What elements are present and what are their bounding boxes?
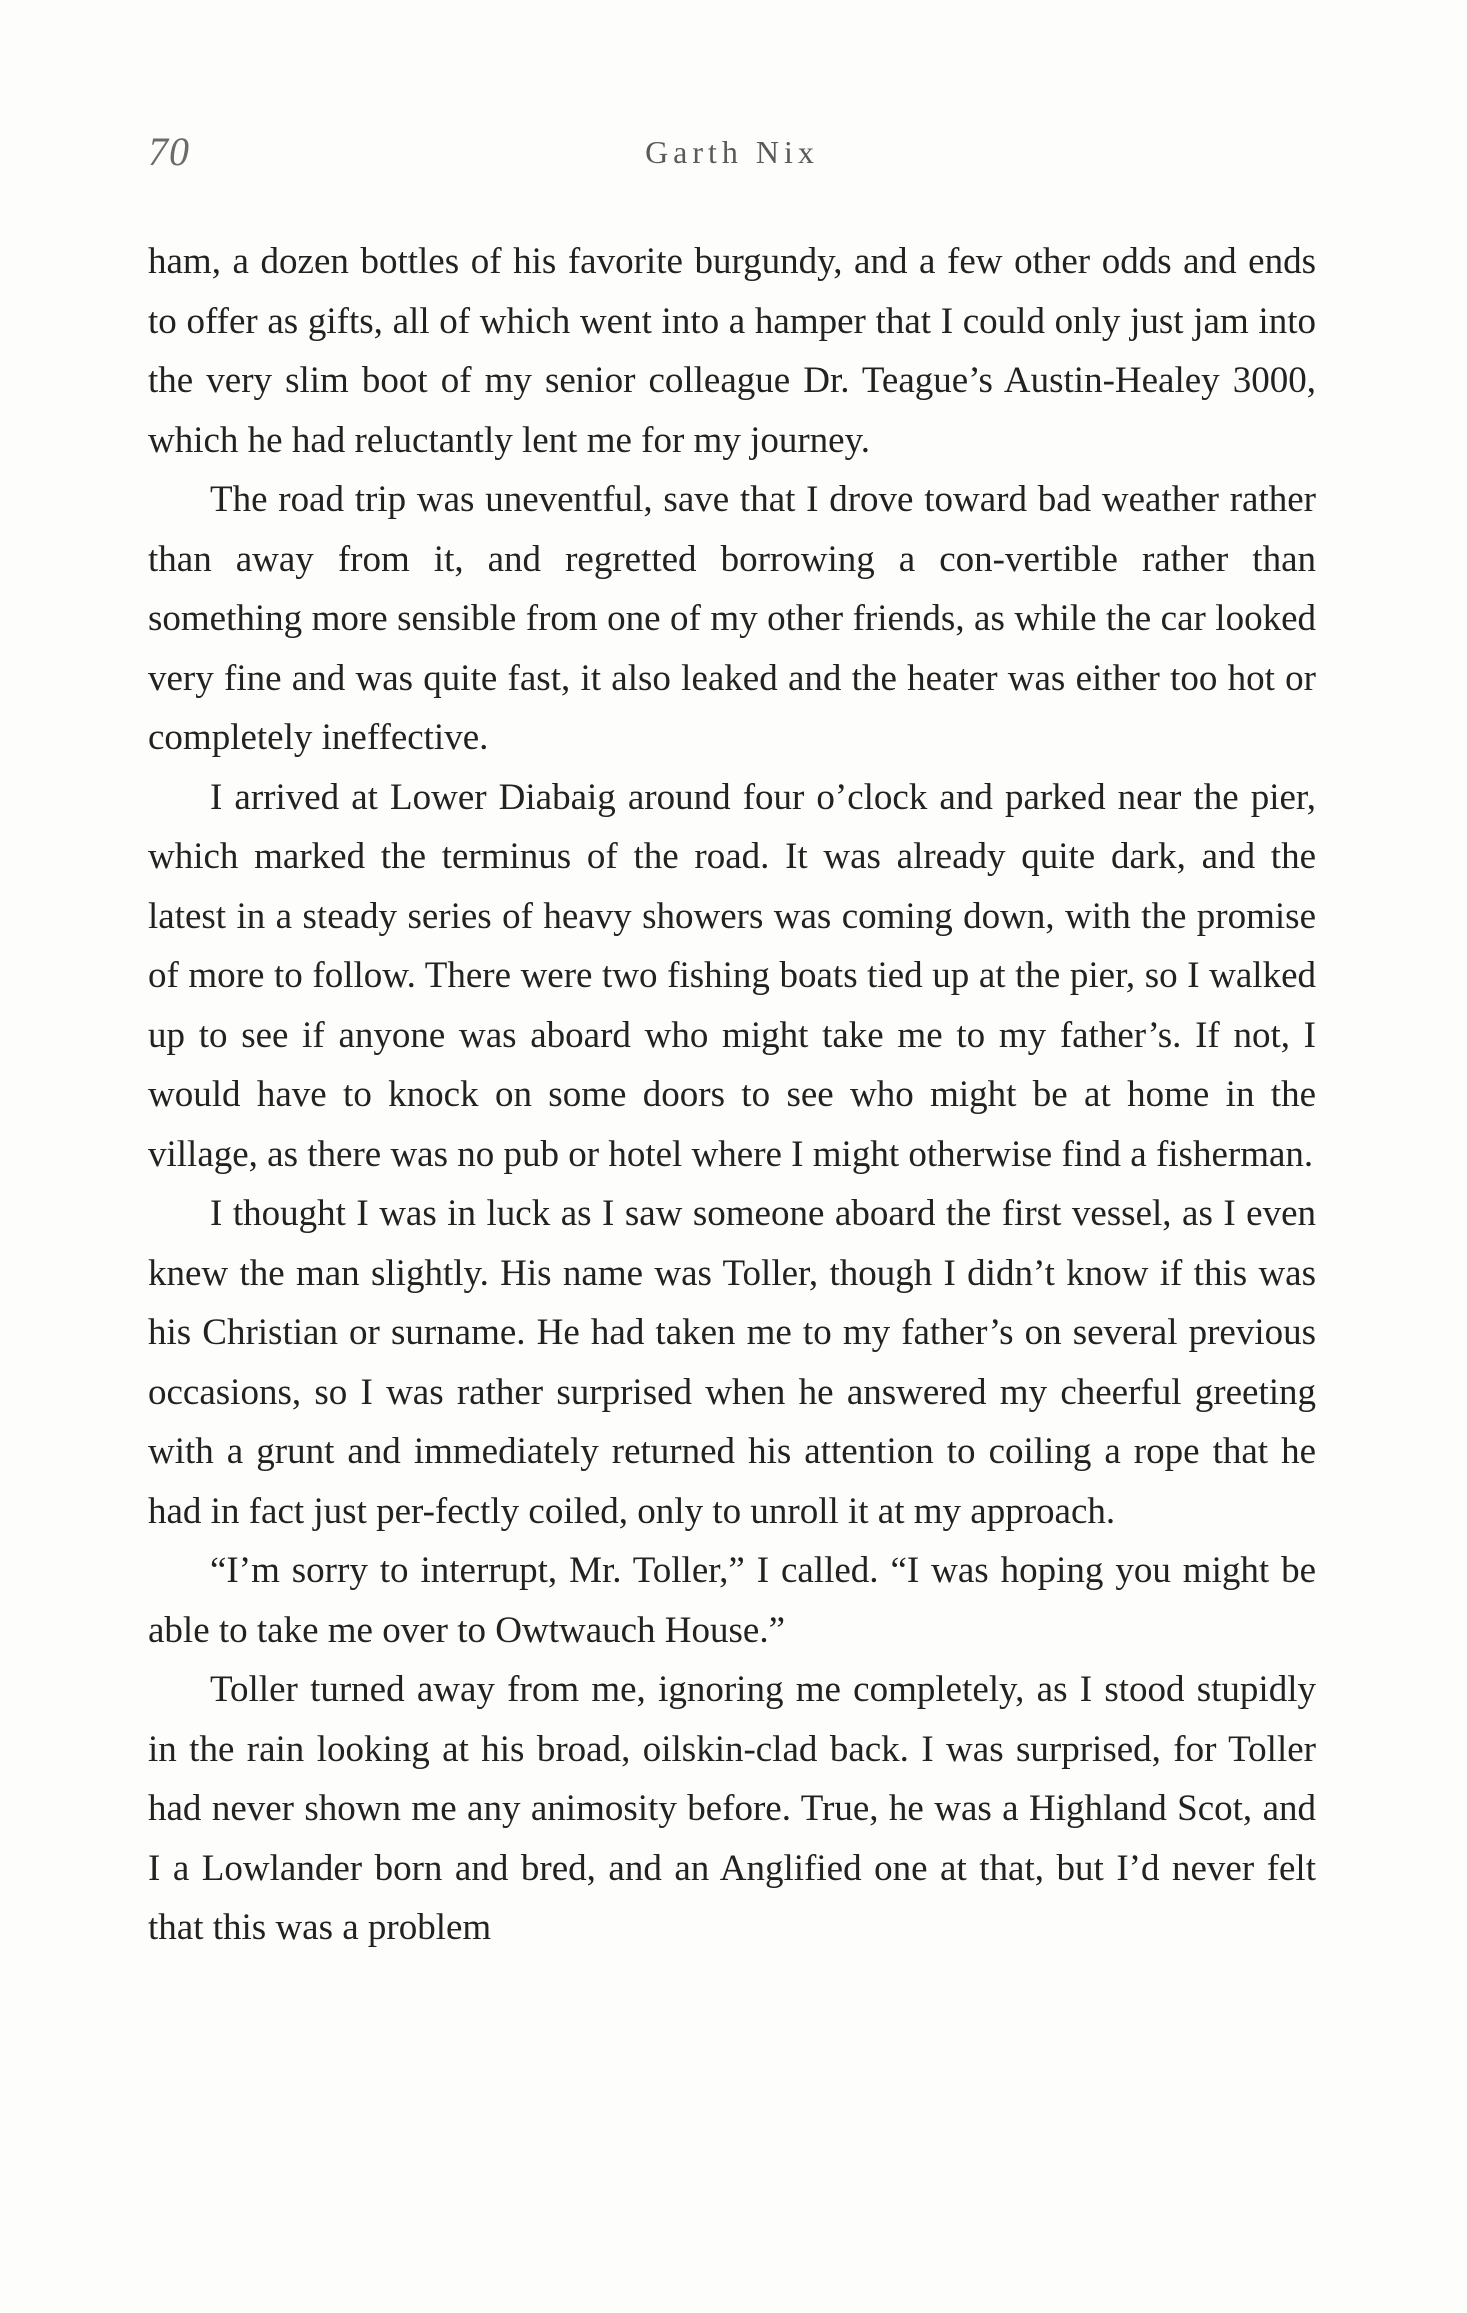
- paragraph: “I’m sorry to interrupt, Mr. Toller,” I called. “I was hoping you might be able to take me over to Owtwauch House.”: [148, 1550, 1316, 1651]
- running-head: [148, 128, 1316, 188]
- running-title: Garth Nix: [645, 134, 819, 170]
- body-text: [148, 232, 1316, 1958]
- paragraph: I arrived at Lower Diabaig around four o’clock and parked near the pier, which marked the terminus of the road. It was already quite dark, and the latest in a steady series of heavy showers was coming down, with the promise of more to follow. There were two fishing boats tied up at the pier, so I walked up to see if anyone was aboard who might take me to my father’s. If not, I would have to knock on some doors to see who might be at home in the village, as there was no pub or hotel where I might otherwise find a fisherman.: [148, 776, 1316, 1175]
- paragraph: Toller turned away from me, ignoring me completely, as I stood stupidly in the rain looking at his broad, oilskin-clad back. I was surprised, for Toller had never shown me any animosity before. True, he was a Highland Scot, and I a Lowlander born and bred, and an Anglified one at that, but I’d never felt that this was a problem: [148, 1669, 1316, 1948]
- paragraph: I thought I was in luck as I saw someone aboard the first vessel, as I even knew the man slightly. His name was Toller, though I didn’t know if this was his Christian or surname. He had taken me to my father’s on several previous occasions, so I was rather surprised when he answered my cheerful greeting with a grunt and immediately returned his attention to coiling a rope that he had in fact just per-fectly coiled, only to unroll it at my approach.: [148, 1193, 1316, 1532]
- paragraph: The road trip was uneventful, save that I drove toward bad weather rather than away from it, and regretted borrowing a con-vertible rather than something more sensible from one of my other friends, as while the car looked very fine and was quite fast, it also leaked and the heater was either too hot or completely ineffective.: [148, 479, 1316, 758]
- page-number: 70: [148, 129, 190, 174]
- paragraph-continued: ham, a dozen bottles of his favorite burgundy, and a few other odds and ends to offer as gifts, all of which went into a hamper that I could only just jam into the very slim boot of my senior colleague Dr. Teague’s Austin-Healey 3000, which he had reluctantly lent me for my journey.: [148, 241, 1316, 461]
